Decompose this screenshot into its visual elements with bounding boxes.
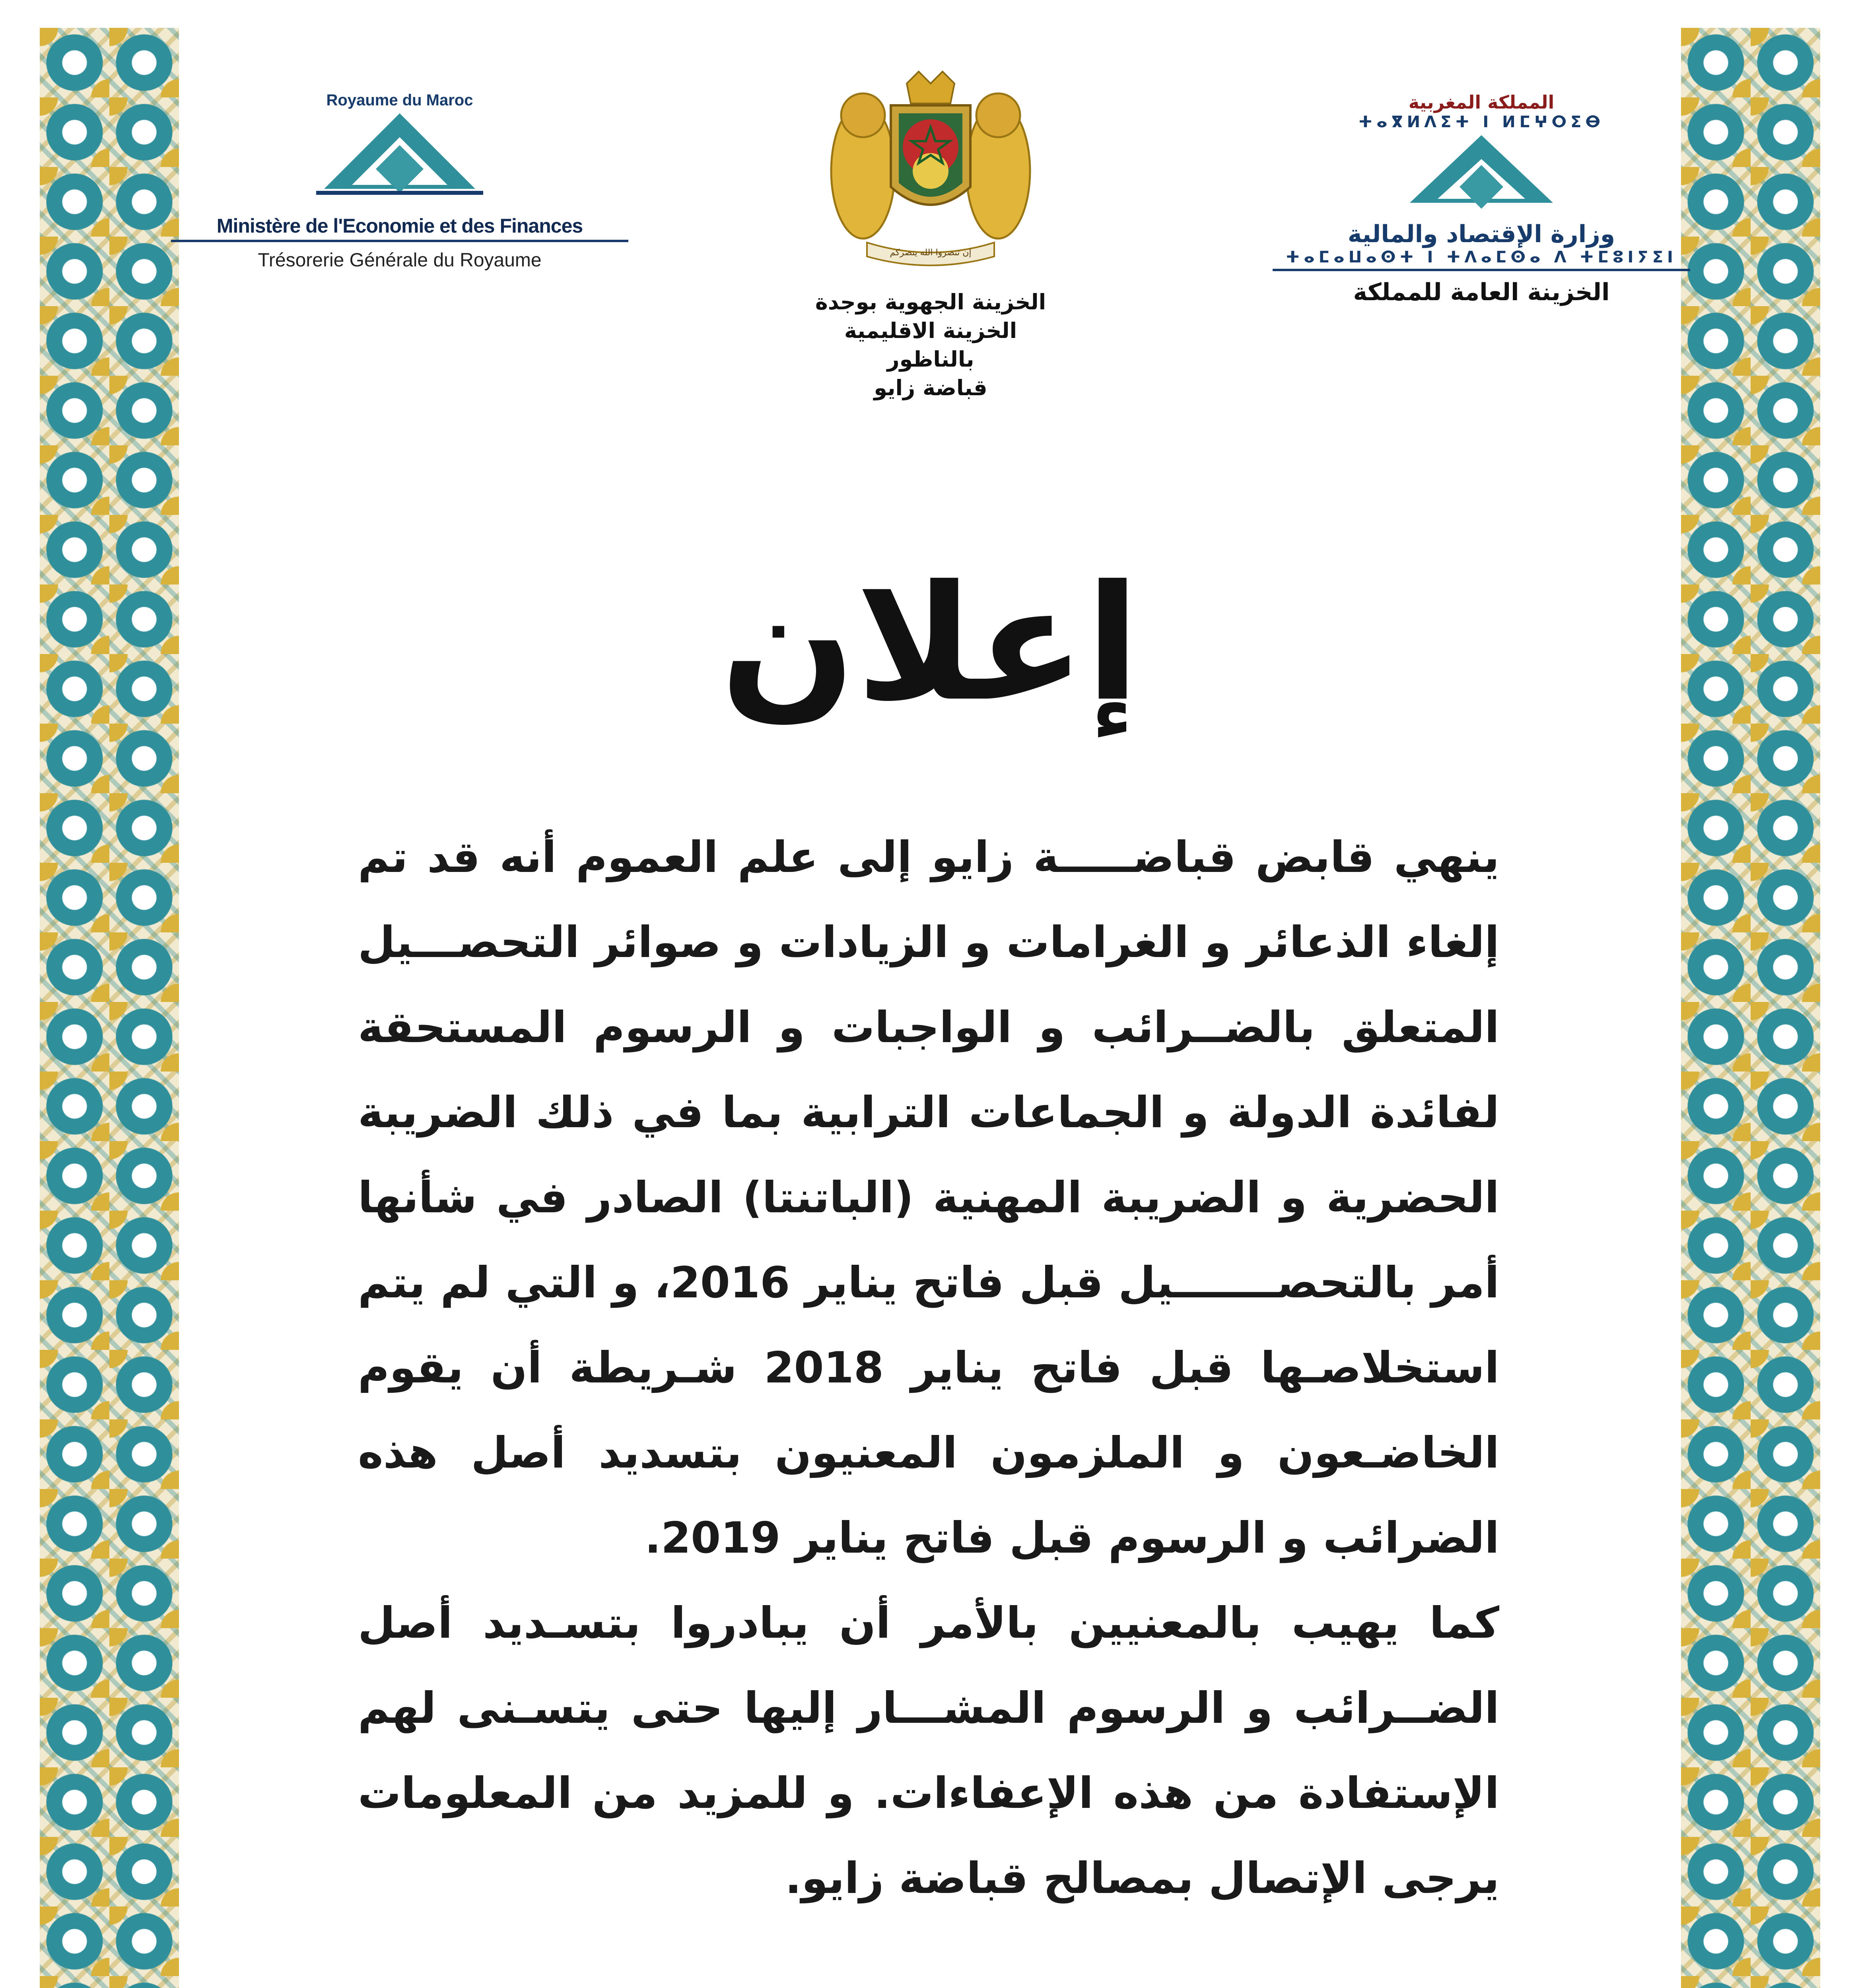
crest-motto: إن تنصروا الله ينصركم xyxy=(890,248,972,258)
logo-divider xyxy=(171,240,628,242)
notice-paragraph-2: كما يهيب بالمعنيين بالأمر أن يبادروا بتسـديد أصل الضــرائب و الرسوم المشـــار إليها حتى يتسـنى لهم الإستفادة من هذه الإعفاءات. و للمزيد من المعلومات يرجى الإتصال بمصالح قباضة زايو. xyxy=(358,1598,1499,1903)
zaio-perception-label: قباضة زايو xyxy=(874,375,987,400)
regional-treasury-label: الخزينة الجهوية بوجدة xyxy=(815,289,1046,315)
treasury-emblem-icon-right xyxy=(1402,131,1561,219)
provincial-treasury-label: الخزينة الاقليمية بالناظور xyxy=(844,318,1017,372)
ministry-label-tifinagh: ⵜⴰⵎⴰⵡⴰⵙⵜ ⵏ ⵜⴷⴰⵎⵙⴰ ⴷ ⵜⵎⵓⵏⵢⵉⵏ xyxy=(1286,248,1677,266)
kingdom-label-fr: Royaume du Maroc xyxy=(326,91,473,109)
ministry-label-ar: وزارة الإقتصاد والمالية xyxy=(1347,220,1615,248)
ministry-logo-arabic xyxy=(1273,91,1690,306)
decorative-border-right xyxy=(1681,28,1820,1988)
royal-crest-block xyxy=(807,68,1054,402)
kingdom-label-ar: المملكة المغربية xyxy=(1408,91,1555,113)
notice-title: إعلان xyxy=(720,551,1140,736)
notice-paragraph-1: ينهي قابض قباضـــــة زايو إلى علم العموم أنه قد تم إلغاء الذعائر و الغرامات و الزيادات و صوائر التحصـــيل المتعلق بالضــرائب و الواجبات و الرسوم المستحقة لفائدة الدولة و الجماعات الترابية بما في ذلك الضريبة الحضرية و الضريبة المهنية (الباتنتا) الصادر في شأنها أمر بالتحصـــــــيل قبل فاتح يناير 2016، و التي لم يتم استخلاصـها قبل فاتح يناير 2018 شـريطة أن يقوم الخاضـعون و الملزمون المعنيون بتسديد أصل هذه الضرائب و الرسوم قبل فاتح يناير 2019. xyxy=(358,833,1499,1563)
ministry-logo-french xyxy=(171,91,628,271)
logo-divider-right xyxy=(1273,269,1690,271)
notice-body xyxy=(358,815,1499,1921)
treasury-label-fr: Trésorerie Générale du Royaume xyxy=(258,250,542,271)
decorative-border-left xyxy=(40,28,179,1988)
ministry-label-fr: Ministère de l'Economie et des Finances xyxy=(216,215,583,237)
kingdom-label-tifinagh: ⵜⴰⴳⵍⴷⵉⵜ ⵏ ⵍⵎⵖⵔⵉⴱ xyxy=(1358,113,1605,131)
treasury-emblem-icon xyxy=(316,109,483,213)
treasury-label-ar: الخزينة العامة للمملكة xyxy=(1353,278,1610,306)
royal-coat-of-arms-icon xyxy=(819,68,1042,274)
